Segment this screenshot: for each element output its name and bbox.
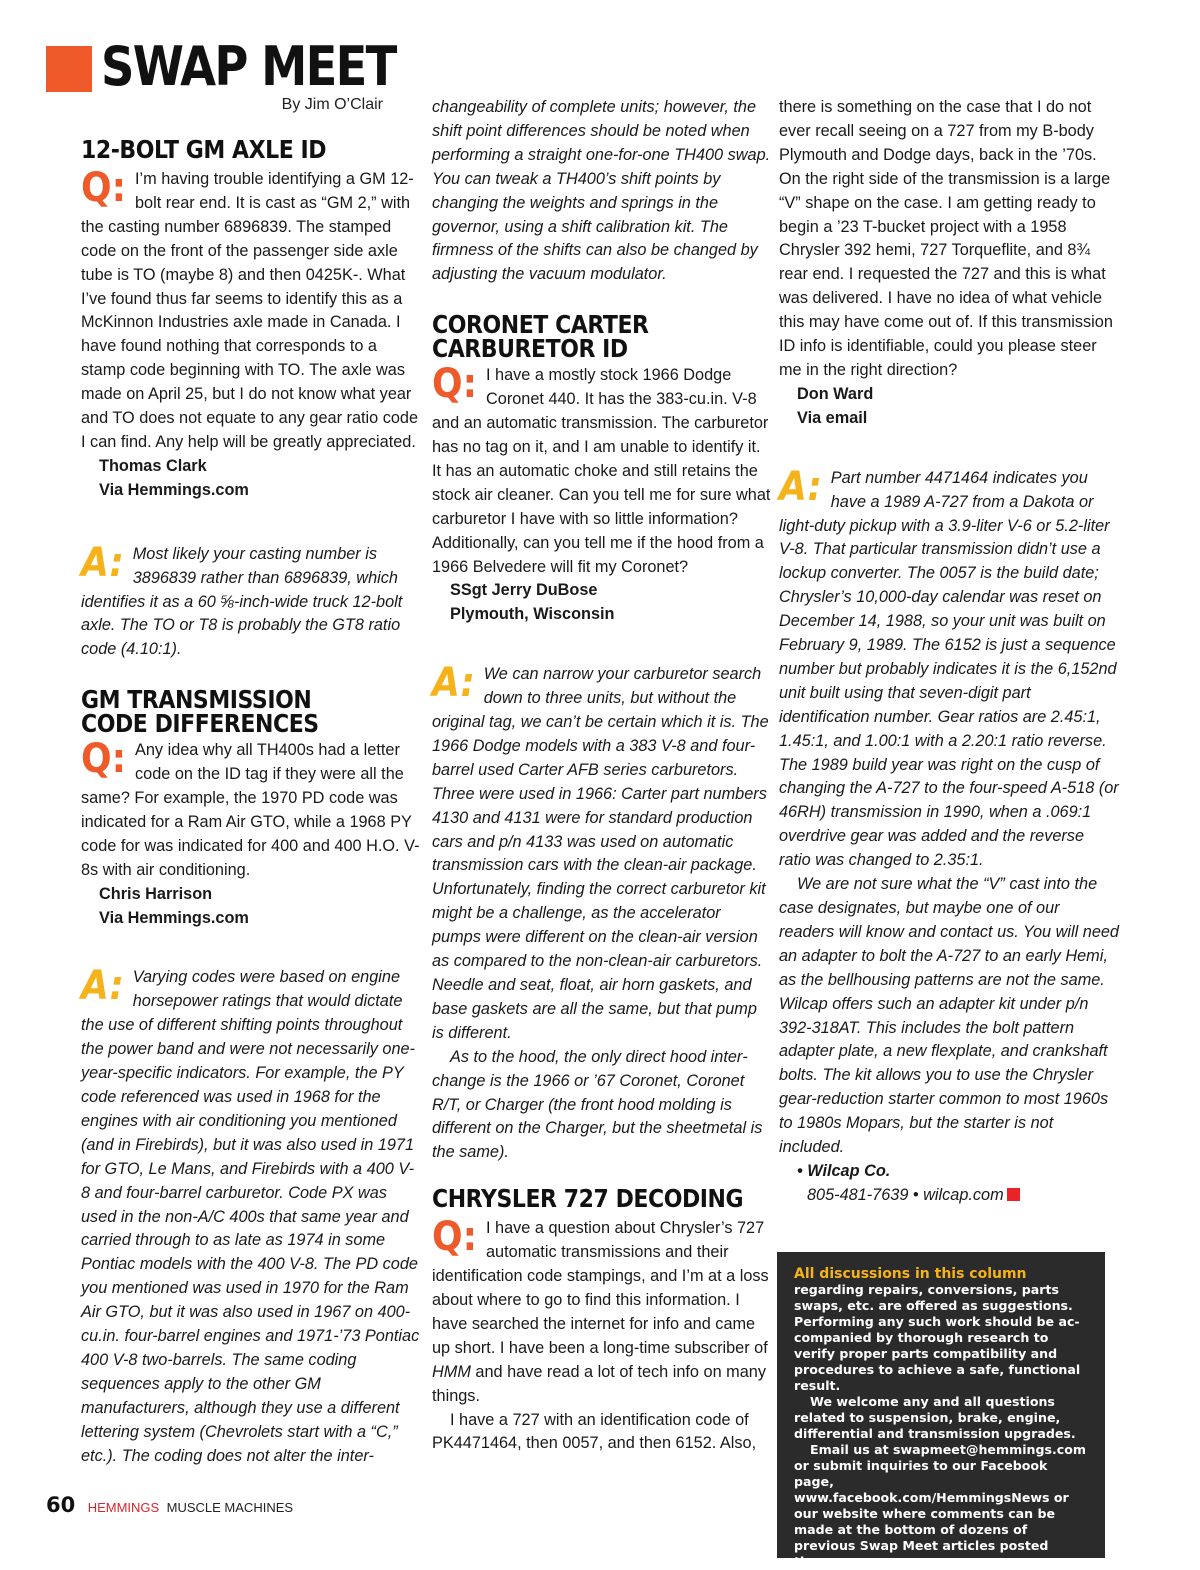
- section-heading-coronet-2: CARBURETOR ID: [432, 334, 628, 364]
- answer-mark-label: A:: [81, 963, 124, 1010]
- section-heading-chrysler: CHRYSLER 727 DECODING: [432, 1184, 744, 1214]
- vendor-name: • Wilcap Co.: [797, 1161, 891, 1180]
- magazine-name: MUSCLE MACHINES: [166, 1500, 294, 1515]
- page-footer: [46, 1493, 293, 1517]
- question-text: I have a mostly stock 1966 Dodge Coronet 440. It has the 383-cu.in. V-8 and an automatic transmission. The carburetor has no tag on it, and I am unable to identify it. It has an automatic choke and still retains the stock air cleaner. Can you tell me for sure what carburetor I have with so little information? Additionally, can you tell me if the hood from a 1966 Belvedere will fit my Coronet?: [432, 366, 771, 576]
- question-gm-trans: [81, 736, 421, 882]
- answer-text: Varying codes were based on engine horsepower ratings that would dictate the use of different shifting points throughout the power band and were not necessarily one-year-specific indicators. For example, the PY code referenced was used in 1968 for the engines with air conditioning you mentioned (and in Firebirds), but it was also used in 1971 for GTO, Le Mans, and Firebirds with a 400 V-8 and four-barrel carburetor. Code PX was used in the non-A/C 400s that same year and carried through to as late as 1974 in some Pontiac models with the 400 V-8. The PD code you mentioned was used in 1970 for the Ram Air GTO, but it was also used in 1967 on 400-cu.in. four-barrel engines and 1971-’73 Pontiac 400 V-8 two-barrels. The same coding sequences apply to the other GM manufacturers, although they use a different lettering system (Chevrolets start with a “C,” etc.). The coding does not alter the inter-: [81, 968, 420, 1465]
- signature-name: Chris Harrison: [99, 884, 213, 903]
- section-heading-axle: 12-BOLT GM AXLE ID: [81, 135, 327, 164]
- signature-via: Plymouth, Wisconsin: [450, 605, 615, 624]
- answer-mark-label: A:: [779, 463, 822, 510]
- header-square-icon: [46, 46, 92, 92]
- disclaimer-p2: We welcome any and all questions related to suspension, brake, engine, differential and transmission upgrades.: [794, 1394, 1076, 1441]
- answer-mark-label: A:: [432, 660, 475, 707]
- vendor-contact-text: 805-481-7639 • wilcap.com: [807, 1185, 1004, 1204]
- page-number: 60: [46, 1493, 76, 1517]
- vendor-contact: [779, 1184, 1119, 1208]
- page-title: SWAP MEET: [101, 35, 396, 98]
- question-text-part: and have read a lot of tech info on many things.: [432, 1362, 766, 1405]
- answer-mark-label: A:: [81, 539, 124, 586]
- question-chrysler: [432, 1214, 772, 1408]
- end-mark-icon: [1007, 1188, 1020, 1201]
- question-text: Any idea why all TH400s had a letter code on the ID tag if they were all the same? For example, the 1970 PD code was indicated for a Ram Air GTO, while a 1968 PY code for was indicated for 400 and 400 H.O. V-8s with air conditioning.: [81, 741, 420, 879]
- column-3: [779, 96, 1119, 1208]
- question-mark-label: Q:: [81, 736, 126, 783]
- signature-name: Don Ward: [797, 384, 874, 403]
- question-mark-label: Q:: [432, 1214, 477, 1261]
- signature-via: Via Hemmings.com: [99, 908, 249, 927]
- question-mark-label: Q:: [81, 165, 126, 211]
- answer-text-2: As to the hood, the only direct hood interchange is the 1966 or ’67 Coronet, Coronet R/T, or Charger (the front hood molding is different on the Charger, but the sheetmetal is the same).: [432, 1047, 763, 1162]
- disclaimer-p3: Email us at swapmeet@hemmings.com or submit inquiries to our Facebook page, www.facebook.com/HemmingsNews or our website where comments can be made at the bottom of dozens of previous Swap Meet articles posted there.: [794, 1442, 1087, 1569]
- disclaimer-text: [794, 1266, 1089, 1394]
- magazine-abbrev: HMM: [432, 1362, 471, 1381]
- answer-text: Part number 4471464 indicates you have a 1989 A-727 from a Dakota or light-duty pickup with a 3.9-liter V-6 or 5.2-liter V-8. That particular transmission didn’t use a lockup converter. The 0057 is the build date; Chrysler’s 10,000-day calendar was reset on December 14, 1988, so your unit was built on February 9, 1989. The 6152 is just a sequence number but probably indicates it is the 6,152nd unit built using that seven-digit part identification number. Gear ratios are 2.45:1, 1.45:1, and 1.00:1 with a 2.20:1 ratio reverse. The 1989 build year was right on the cusp of changing the A-727 to the four-speed A-518 (or 46RH) transmission in 1990, when a .069:1 overdrive gear was added and the reverse ratio was changed to 2.35:1.: [779, 468, 1119, 870]
- answer-chrysler: [779, 463, 1119, 873]
- answer-text: We can narrow your carburetor search down to three units, but without the original tag, we can’t be certain which it is. The 1966 Dodge models with a 383 V-8 and four-barrel used Carter AFB series carburetors. Three were used in 1966: Carter part numbers 4130 and 4131 were for standard production cars and p/n 4133 was used on automatic transmission cars with the clean-air package. Unfortunately, finding the correct carburetor kit might be a challenge, as the accelerator pumps were different on the clean-air version as compared to the non-clean-air carburetors. Needle and seat, float, air horn gaskets, and base gaskets are all the same, but that pump is different.: [432, 665, 769, 1042]
- disclaimer-p1: regarding repairs, conversions, parts swaps, etc. are offered as suggestions. Performing any such work should be accompanied by thorough research to verify proper parts compatibility and procedures to achieve a safe, functional result.: [794, 1282, 1081, 1393]
- byline: By Jim O’Clair: [281, 96, 383, 113]
- question-text: I’m having trouble identifying a GM 12-bolt rear end. It is cast as “GM 2,” with the casting number 6896839. The stamped code on the front of the passenger side axle tube is TO (maybe 8) and then 0425K-. What I’ve found thus far seems to identify this as a McKinnon Industries axle made in Canada. I have found nothing that corresponds to a stamp code beginning with TO. The axle was made on April 25, but I do not know what year and TO does not equate to any gear ratio code I can find. Any help will be greatly appreciated.: [81, 170, 419, 451]
- section-heading-coronet-1: CORONET CARTER: [432, 310, 649, 340]
- answer-text: Most likely your casting number is 3896839 rather than 6896839, which identifies it as a 60 ⅝-inch-wide truck 12-bolt axle. The TO or T8 is probably the GT8 ratio code (4.10:1).: [81, 544, 403, 659]
- question-coronet: [432, 361, 772, 579]
- publisher-name: HEMMINGS: [87, 1500, 160, 1515]
- question-continued: there is something on the case that I do not ever recall seeing on a 727 from my B-body Plymouth and Dodge days, back in the ’70s. On the right side of the transmission is a large “V” shape on the case. I am getting ready to begin a ’23 T-bucket project with a 1958 Chrysler 392 hemi, 727 Torqueflite, and 8¾ rear end. I requested the 727 and this is what was delivered. I have no idea of what vehicle this may have come out of. If this transmission ID info is identifiable, could you please steer me in the right direction?: [779, 98, 1113, 379]
- column-1: [81, 135, 421, 1469]
- answer-text-2: We are not sure what the “V” cast into the case designates, but maybe one of our readers will know and contact us. You will need an adapter to bolt the A-727 to an early Hemi, as the bellhousing patterns are not the same. Wilcap offers such an adapter kit under p/n 392-318AT. This includes the bolt pattern adapter plate, a new flexplate, and crankshaft bolts. The kit allows you to use the Chrysler gear-reduction starter common to most 1960s to 1980s Mopars, but the starter is not included.: [779, 875, 1119, 1157]
- column-2: [432, 96, 772, 1456]
- answer-continued: changeability of complete units; however, the shift point differences should be noted when performing a straight one-for-one TH400 swap. You can tweak a TH400’s shift points by changing the weights and springs in the governor, using a shift calibration kit. The firmness of the shifts can also be changed by adjusting the vacuum modulator.: [432, 98, 771, 284]
- question-text-part: I have a question about Chrysler’s 727 automatic transmissions and their identification code stampings, and I’m at a loss about where to go to find this information. I have searched the internet for info and came up short. I have been a long-time subscriber of: [432, 1219, 769, 1357]
- question-mark-label: Q:: [432, 361, 477, 408]
- signature-name: SSgt Jerry DuBose: [450, 581, 598, 600]
- question-axle: [81, 165, 421, 455]
- signature-via: Via email: [797, 408, 868, 427]
- section-heading-gm-trans-2: CODE DIFFERENCES: [81, 709, 319, 739]
- column-header: [46, 35, 396, 114]
- signature-via: Via Hemmings.com: [99, 480, 249, 499]
- disclaimer-box: [777, 1252, 1105, 1569]
- answer-axle: [81, 539, 421, 663]
- section-heading-gm-trans-1: GM TRANSMISSION: [81, 685, 312, 715]
- answer-gm-trans: [81, 963, 421, 1468]
- answer-coronet: [432, 660, 772, 1046]
- signature-name: Thomas Clark: [99, 456, 207, 475]
- disclaimer-lead: All discussions in this column: [794, 1266, 1027, 1282]
- question-text: [432, 1214, 772, 1408]
- question-text-2: I have a 727 with an identification code of PK4471464, then 0057, and then 6152. Also,: [432, 1410, 757, 1453]
